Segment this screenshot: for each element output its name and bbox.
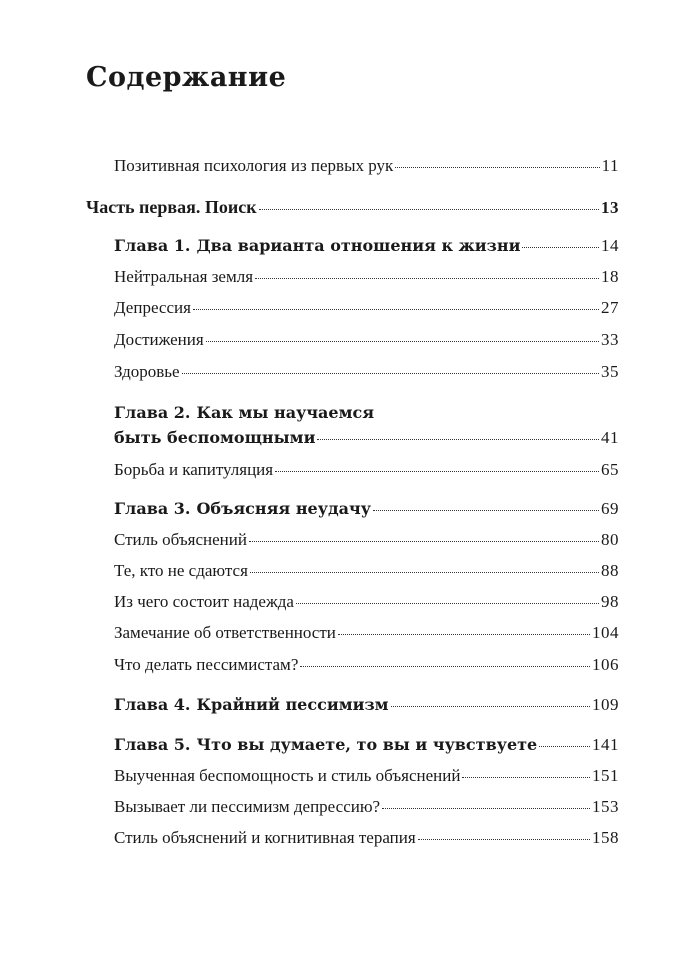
leader-dots (206, 341, 599, 342)
chapter-title: Объясняя неудачу (196, 499, 371, 518)
toc-page-number: 104 (592, 623, 619, 642)
chapter-title: быть беспомощными (114, 428, 316, 447)
toc-entry (0, 797, 679, 827)
leader-dots (300, 666, 590, 667)
toc-entry-title: Депрессия (114, 298, 191, 317)
toc-page-number: 141 (592, 735, 619, 754)
page-title: Содержание (86, 62, 287, 93)
toc-chapter (0, 236, 679, 266)
toc-page-number: 33 (601, 330, 619, 349)
chapter-title: Крайний пессимизм (196, 695, 389, 714)
toc-part (0, 197, 679, 227)
toc-page-number: 14 (601, 236, 619, 255)
toc-entry (0, 592, 679, 622)
toc-entry (0, 460, 679, 490)
toc-entry-title: Что делать пессимистам? (114, 655, 299, 674)
toc-page-number: 88 (601, 561, 619, 580)
chapter-title: Два варианта отношения к жизни (196, 236, 521, 255)
leader-dots (539, 746, 590, 747)
chapter-number: Глава 2. (114, 403, 191, 422)
leader-dots (462, 777, 590, 778)
leader-dots (296, 603, 599, 604)
leader-dots (418, 839, 590, 840)
leader-dots (250, 572, 599, 573)
toc-page-number: 69 (601, 499, 619, 518)
toc-page-number: 151 (592, 766, 619, 785)
leader-dots (255, 278, 599, 279)
toc-entry (0, 530, 679, 560)
leader-dots (382, 808, 590, 809)
toc-page-number: 80 (601, 530, 619, 549)
leader-dots (259, 209, 599, 210)
leader-dots (395, 167, 599, 168)
toc-page-number: 109 (592, 695, 619, 714)
chapter-title-line1: Как мы научаемся (196, 403, 375, 422)
leader-dots (391, 706, 590, 707)
leader-dots (249, 541, 599, 542)
toc-entry-title: Достижения (114, 330, 204, 349)
chapter-number: Глава 4. (114, 695, 191, 714)
toc-entry (0, 330, 679, 360)
toc-entry-title: Нейтральная земля (114, 267, 254, 286)
toc-entry-title: Вызывает ли пессимизм депрессию? (114, 797, 381, 816)
toc-page-number: 35 (601, 362, 619, 381)
chapter-number: Глава 5. (114, 735, 191, 754)
toc-entry (0, 766, 679, 796)
toc-page-number: 27 (601, 298, 619, 317)
leader-dots (193, 309, 599, 310)
toc-entry (0, 298, 679, 328)
toc-entry (0, 828, 679, 858)
toc-entry-title: Те, кто не сдаются (114, 561, 248, 580)
toc-page-number: 65 (601, 460, 619, 479)
toc-chapter (0, 428, 679, 458)
toc-entry-title: Позитивная психология из первых рук (114, 156, 394, 175)
leader-dots (317, 439, 599, 440)
toc-entry (0, 561, 679, 591)
leader-dots (275, 471, 599, 472)
toc-page-number: 153 (592, 797, 619, 816)
toc-entry-title: Из чего состоит надежда (114, 592, 294, 611)
chapter-number: Глава 1. (114, 236, 191, 255)
toc-entry (0, 623, 679, 653)
toc-entry (0, 655, 679, 685)
leader-dots (338, 634, 590, 635)
toc-chapter (0, 695, 679, 725)
leader-dots (182, 373, 599, 374)
toc-part-title: Часть первая. Поиск (86, 197, 257, 217)
toc-chapter (0, 735, 679, 765)
chapter-heading-line (114, 403, 374, 422)
toc-page-number: 106 (592, 655, 619, 674)
toc-entry-title: Здоровье (114, 362, 180, 381)
toc-page-number: 158 (592, 828, 619, 847)
leader-dots (373, 510, 599, 511)
toc-page-number: 11 (601, 156, 619, 175)
toc-entry (0, 362, 679, 392)
toc-entry (0, 156, 679, 186)
toc-page-number: 13 (601, 198, 619, 217)
toc-page-number: 18 (601, 267, 619, 286)
chapter-number: Глава 3. (114, 499, 191, 518)
toc-entry-title: Борьба и капитуляция (114, 460, 274, 479)
chapter-title: Что вы думаете, то вы и чувствуете (196, 735, 538, 754)
toc-entry (0, 267, 679, 297)
leader-dots (522, 247, 599, 248)
toc-entry-title: Замечание об ответственности (114, 623, 336, 642)
toc-chapter (0, 499, 679, 529)
toc-entry-title: Выученная беспомощность и стиль объяснений (114, 766, 461, 785)
toc-entry-title: Стиль объяснений (114, 530, 247, 549)
toc-page-number: 98 (601, 592, 619, 611)
toc-entry-title: Стиль объяснений и когнитивная терапия (114, 828, 416, 847)
toc-page-number: 41 (601, 428, 619, 447)
